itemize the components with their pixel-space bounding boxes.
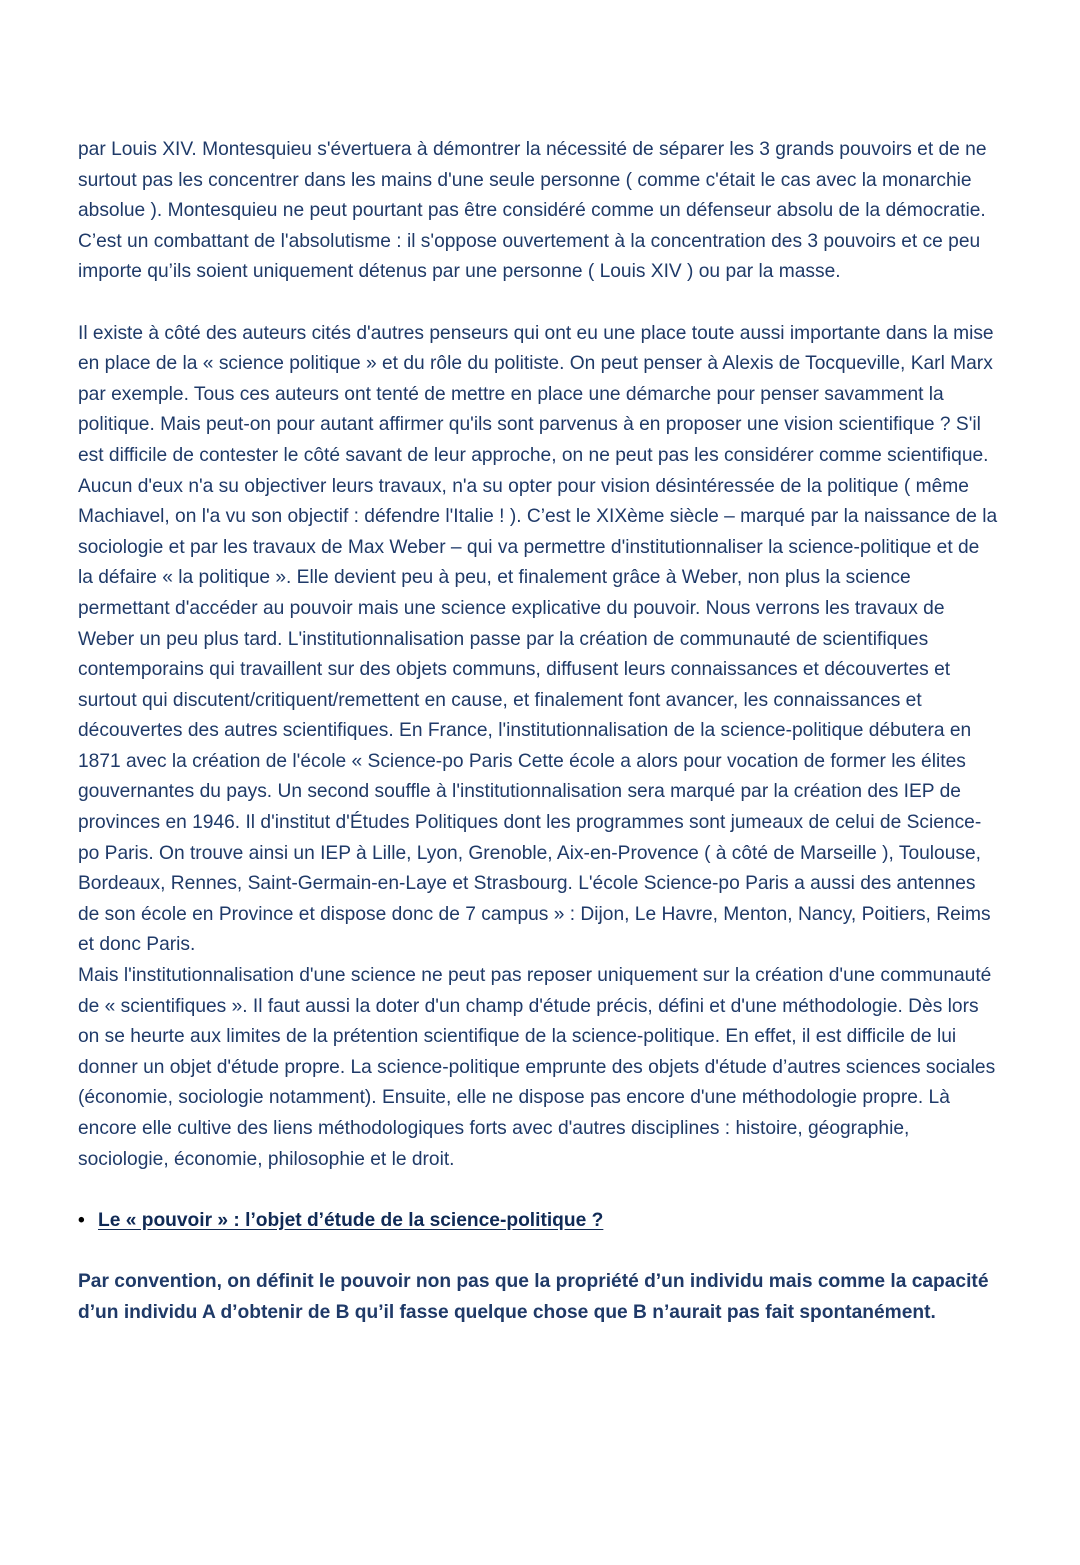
definition-pouvoir: Par convention, on définit le pouvoir non pas que la propriété d’un individu mais comme la capacité d’un individu A d’obtenir de B qu’il fasse quelque chose que B n’aurait pas fait spontanément.	[78, 1270, 989, 1323]
section-heading-text: Le « pouvoir » : l’objet d’étude de la science-politique ?	[98, 1209, 604, 1231]
paragraph-montesquieu: par Louis XIV. Montesquieu s'évertuera à démontrer la nécessité de séparer les 3 grands pouvoirs et de ne surtout pas les concentrer dans les mains d'une seule personne ( comme c'était le cas avec la monarchie absolue ). Montesquieu ne peut pourtant pas être considéré comme un défenseur absolu de la démocratie. C’est un combattant de l'absolutisme : il s'oppose ouvertement à la concentration des 3 pouvoirs et ce peu importe qu’ils soient uniquement détenus par une personne ( Louis XIV ) ou par la masse.	[78, 139, 987, 283]
document-page	[78, 135, 998, 1328]
section-heading	[78, 1206, 998, 1237]
paragraph-institutionnalisation: Il existe à côté des auteurs cités d'autres penseurs qui ont eu une place toute aussi importante dans la mise en place de la « science politique » et du rôle du politiste. On peut penser à Alexis de Tocqueville, Karl Marx par exemple. Tous ces auteurs ont tenté de mettre en place une démarche pour penser savamment la politique. Mais peut-on pour autant affirmer qu'ils sont parvenus à en proposer une vision scientifique ? S'il est difficile de contester le côté savant de leur approche, on ne peut pas les considérer comme scientifique. Aucun d'eux n'a su objectiver leurs travaux, n'a su opter pour vision désintéressée de la politique ( même Machiavel, on l'a vu son objectif : défendre l'Italie ! ). C’est le XIXème siècle – marqué par la naissance de la sociologie et par les travaux de Max Weber – qui va permettre d'institutionnaliser la science-politique et de la défaire « la politique ». Elle devient peu à peu, et finalement grâce à Weber, non plus la science permettant d'accéder au pouvoir mais une science explicative du pouvoir. Nous verrons les travaux de Weber un peu plus tard. L'institutionnalisation passe par la création de communauté de scientifiques contemporains qui travaillent sur des objets communs, diffusent leurs connaissances et découvertes et surtout qui discutent/critiquent/remettent en cause, et finalement font avancer, les connaissances et découvertes des autres scientifiques. En France, l'institutionnalisation de la science-politique débutera en 1871 avec la création de l'école « Science-po Paris Cette école a alors pour vocation de former les élites gouvernantes du pays. Un second souffle à l'institutionnalisation sera marqué par la création des IEP de provinces en 1946. Il d'institut d'Études Politiques dont les programmes sont jumeaux de celui de Science-po Paris. On trouve ainsi un IEP à Lille, Lyon, Grenoble, Aix-en-Provence ( à côté de Marseille ), Toulouse, Bordeaux, Rennes, Saint-Germain-en-Laye et Strasbourg. L'école Science-po Paris a aussi des antennes de son école en Province et dispose donc de 7 campus » : Dijon, Le Havre, Menton, Nancy, Poitiers, Reims et donc Paris.	[78, 322, 998, 956]
bullet-icon: •	[78, 1209, 85, 1231]
paragraph-methodologie: Mais l'institutionnalisation d'une science ne peut pas reposer uniquement sur la création d'une communauté de « scientifiques ». Il faut aussi la doter d'un champ d'étude précis, défini et d'une méthodologie. Dès lors on se heurte aux limites de la prétention scientifique de la science-politique. En effet, il est difficile de lui donner un objet d'étude propre. La science-politique emprunte des objets d'étude d’autres sciences sociales (économie, sociologie notamment). Ensuite, elle ne dispose pas encore d'une méthodologie propre. Là encore elle cultive des liens méthodologiques forts avec d'autres disciplines : histoire, géographie, sociologie, économie, philosophie et le droit.	[78, 965, 996, 1170]
paragraph-spacer	[78, 288, 998, 319]
paragraph-spacer	[78, 1175, 998, 1206]
paragraph-spacer	[78, 1236, 998, 1267]
